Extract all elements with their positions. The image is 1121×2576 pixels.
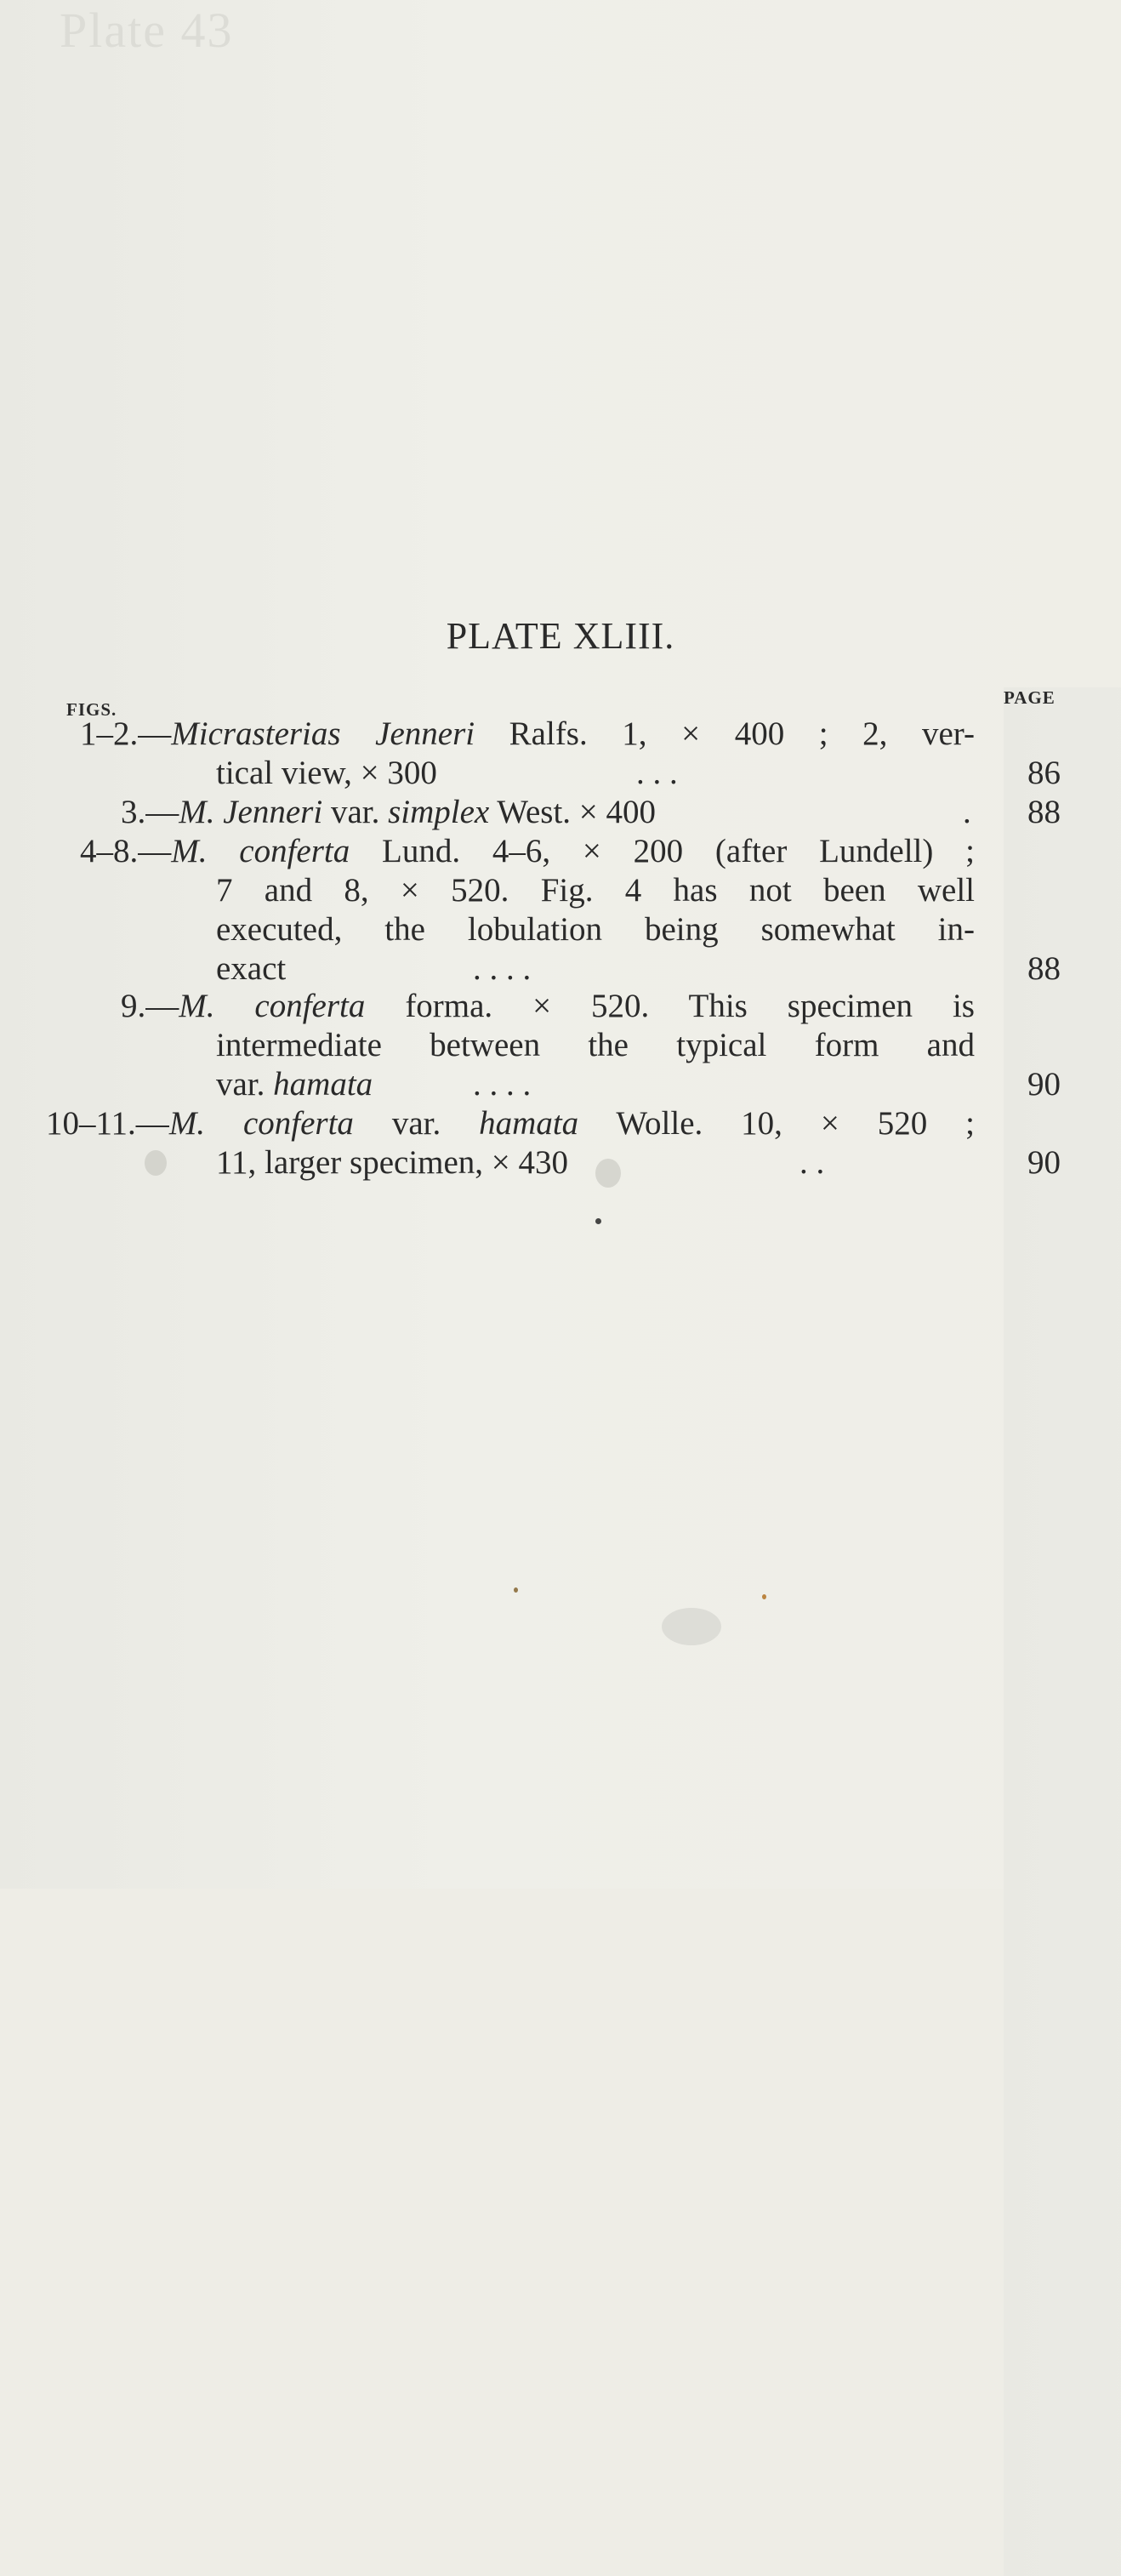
entry-2-leader-dots: . — [963, 794, 971, 830]
entry-3-description: Lund. 4–6, × 200 (after Lundell) ; — [350, 833, 975, 869]
entry-1-page-number: 86 — [1027, 755, 1061, 791]
entry-3-page-number: 88 — [1027, 950, 1061, 987]
entry-5-page-number: 90 — [1027, 1144, 1061, 1181]
entry-1-description-cont: tical view, × 300 — [216, 755, 437, 791]
entry-1-leader-dots: . . . — [636, 755, 678, 791]
entry-4-description-cont-2: var. — [216, 1066, 274, 1103]
entry-3-description-cont-2: executed, the lobulation being somewhat in- — [216, 911, 975, 948]
entry-2-variety-name: simplex — [388, 794, 490, 830]
entry-3-description-cont-1: 7 and 8, × 520. Fig. 4 has not been well — [216, 872, 975, 909]
figs-column-header: FIGS. — [66, 699, 117, 720]
entry-2-description: West. × 400 — [489, 794, 657, 830]
entry-3-figure-number: 4–8.— — [80, 833, 172, 869]
entry-3-leader-dots: . . . . — [473, 950, 532, 987]
entry-5-description-cont: 11, larger specimen, × 430 — [216, 1144, 569, 1181]
paper-speck — [514, 1587, 518, 1593]
entry-4-description-cont-1: intermediate between the typical form and — [216, 1027, 975, 1063]
paper-stain — [145, 1150, 167, 1176]
entry-4-description: forma. × 520. This specimen is — [365, 988, 975, 1024]
entry-4-species-name: M. conferta — [179, 988, 366, 1024]
entry-4-figure-number: 9.— — [121, 988, 179, 1024]
paper-stain — [595, 1159, 621, 1188]
entry-1-figure-number: 1–2.— — [80, 715, 172, 752]
entry-3-description-cont-3: exact — [216, 950, 287, 987]
entry-1-species-name: Micrasterias Jenneri — [171, 715, 475, 752]
bleed-through-text: Plate 43 — [60, 3, 234, 58]
entry-5-description: Wolle. 10, × 520 ; — [578, 1105, 975, 1142]
paper-stain — [662, 1608, 721, 1645]
entry-4-page-number: 90 — [1027, 1066, 1061, 1103]
entry-5-figure-number: 10–11.— — [46, 1105, 169, 1142]
entry-4-variety-name: hamata — [273, 1066, 373, 1103]
entry-2-page-number: 88 — [1027, 794, 1061, 830]
entry-2-figure-number: 3.— — [121, 794, 179, 830]
entry-2-species-name: M. Jenneri — [179, 794, 323, 830]
ink-dot — [595, 1218, 601, 1224]
plate-title: PLATE XLIII. — [446, 615, 675, 657]
entry-4-leader-dots: . . . . — [473, 1066, 532, 1103]
book-page: Plate 43 PLATE XLIII. FIGS. PAGE 1–2.—Micrasterias Jenneri Ralfs. 1, × 400 ; 2, ver- tical view, × 300 . . . 86 3.—M. Jenneri var. simplex West. × 400 . 88 4–8.—M. conferta Lund. 4–6, × 200 (after Lundell) ; 7 and 8, × 520. Fig. 4 has not been well executed, the lobulation being somewhat in- exact . . . . 88 9.—M. conferta forma. × 520. This specimen is intermediate between the typical form and var. hamata . . . . 90 10–11.—M. conferta var. hamata Wolle. 10, × 520 ; 11, larger specimen, × 430 . . 90 — [0, 0, 1121, 1889]
entry-5-leader-dots: . . — [799, 1144, 825, 1181]
entry-3-species-name: M. conferta — [171, 833, 350, 869]
entry-1-description: Ralfs. 1, × 400 ; 2, ver- — [475, 715, 975, 752]
page-column-header: PAGE — [1004, 687, 1121, 2576]
entry-5-species-name: M. conferta — [168, 1105, 354, 1142]
entry-5-variety-name: hamata — [479, 1105, 579, 1142]
paper-speck — [762, 1594, 766, 1599]
